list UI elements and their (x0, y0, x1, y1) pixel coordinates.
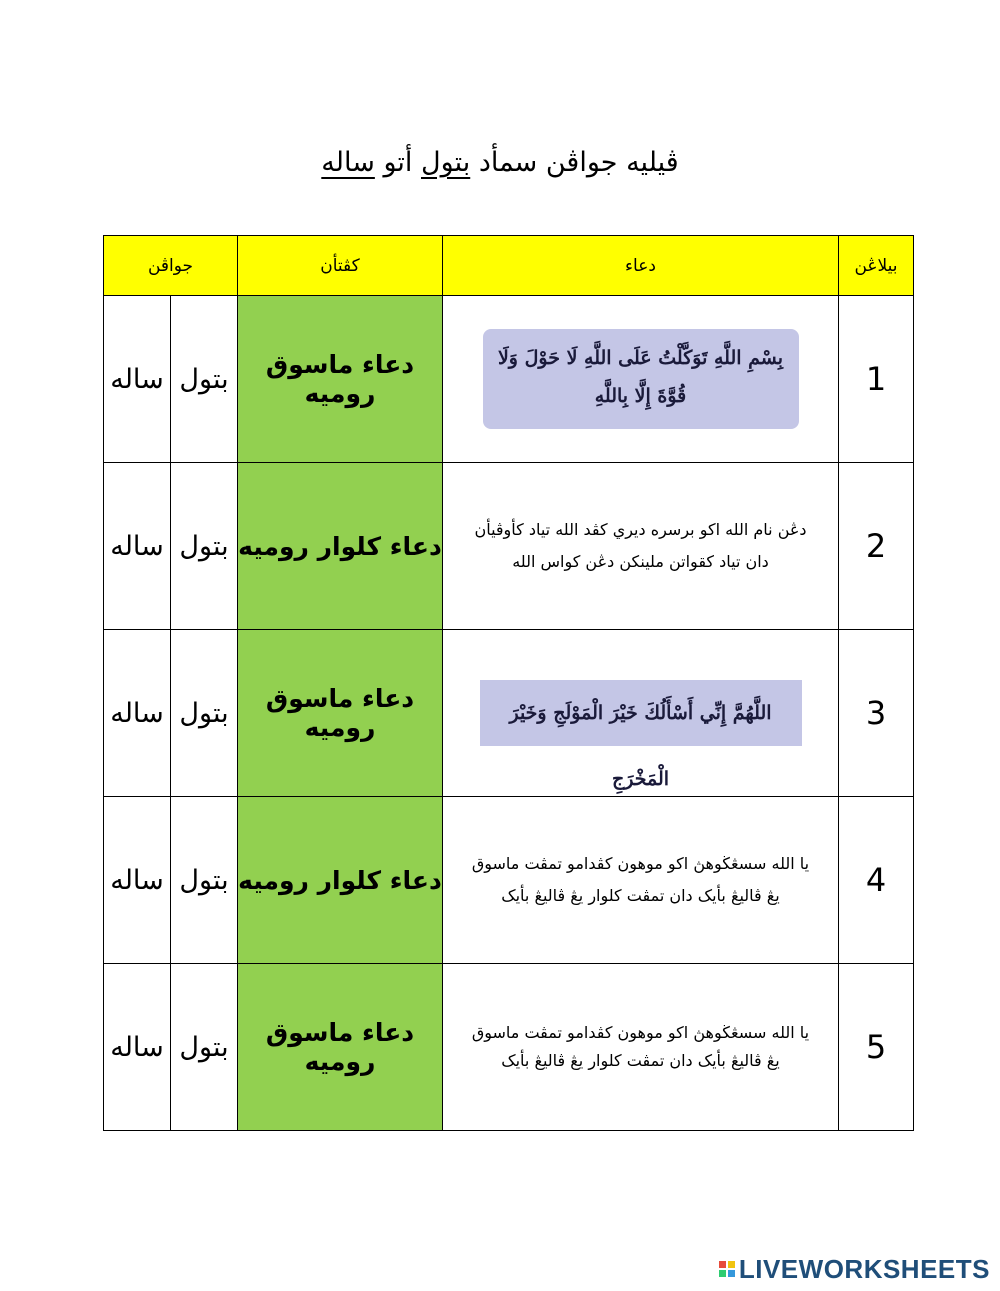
choice-salah[interactable]: ساله (104, 296, 171, 463)
choice-betul[interactable]: بتول (171, 463, 238, 630)
logo-blocks-icon (719, 1261, 735, 1277)
choice-betul[interactable]: بتول (171, 630, 238, 797)
topic-cell: دعاء ماسوق روميه (238, 964, 443, 1131)
liveworksheets-logo (719, 1255, 990, 1283)
doa-arabic-image: اللَّهُمَّ إِنِّي أَسْأَلُكَ خَيْرَ الْمَوْلَجِ وَخَيْرَ الْمَخْرَجِ (480, 680, 802, 746)
row-number: 2 (839, 463, 914, 630)
choice-betul[interactable]: بتول (171, 964, 238, 1131)
topic-cell: دعاء کلوار روميه (238, 463, 443, 630)
doa-text: يا الله سسڠڬوهڽ اکو موهون کڤدامو تمڤت ماسوق يڠ ڤاليڠ بأيک دان تمڤت کلوار يڠ ڤاليڠ بأيک (471, 1023, 810, 1070)
header-answer: جواڤن (104, 236, 238, 296)
doa-cell (443, 463, 839, 630)
row-number: 1 (839, 296, 914, 463)
choice-salah[interactable]: ساله (104, 630, 171, 797)
row-number: 4 (839, 797, 914, 964)
topic-cell: دعاء کلوار روميه (238, 797, 443, 964)
doa-cell (443, 630, 839, 797)
doa-text: يا الله سسڠڬوهڽ اکو موهون کڤدامو تمڤت ماسوق يڠ ڤاليڠ بأيک دان تمڤت کلوار يڠ ڤاليڠ بأيک (471, 854, 810, 905)
choice-salah[interactable]: ساله (104, 463, 171, 630)
doa-cell (443, 797, 839, 964)
table-row (104, 296, 914, 463)
table-row (104, 630, 914, 797)
worksheet-title (0, 138, 1000, 188)
topic-cell: دعاء ماسوق روميه (238, 296, 443, 463)
title-word-betul: بتول (421, 147, 471, 178)
choice-salah[interactable]: ساله (104, 964, 171, 1131)
doa-arabic-image: بِسْمِ اللَّهِ تَوَكَّلْتُ عَلَى اللَّهِ لَا حَوْلَ وَلَا قُوَّةَ إِلَّا بِاللَّهِ (483, 329, 799, 429)
doa-cell (443, 296, 839, 463)
row-number: 3 (839, 630, 914, 797)
title-part-intro: ڤيليه جواڤن سمأد (470, 147, 679, 178)
doa-text: دڠن نام الله اکو برسره ديري کڤد الله تياد کأوڤيأن دان تياد کقواتن ملينکن دڠن کواس الله (474, 520, 807, 571)
table-row (104, 797, 914, 964)
header-doa: دعاء (443, 236, 839, 296)
worksheet-table (103, 235, 914, 1131)
header-topic: کڤتأن (238, 236, 443, 296)
row-number: 5 (839, 964, 914, 1131)
logo-text: LIVEWORKSHEETS (738, 1253, 990, 1284)
table-row (104, 463, 914, 630)
header-number: بيلاڠن (839, 236, 914, 296)
choice-betul[interactable]: بتول (171, 797, 238, 964)
doa-cell (443, 964, 839, 1131)
choice-salah[interactable]: ساله (104, 797, 171, 964)
choice-betul[interactable]: بتول (171, 296, 238, 463)
table-row (104, 964, 914, 1131)
title-word-salah: ساله (321, 147, 375, 178)
header-row (104, 236, 914, 296)
topic-cell: دعاء ماسوق روميه (238, 630, 443, 797)
title-part-or: أتو (374, 147, 421, 178)
